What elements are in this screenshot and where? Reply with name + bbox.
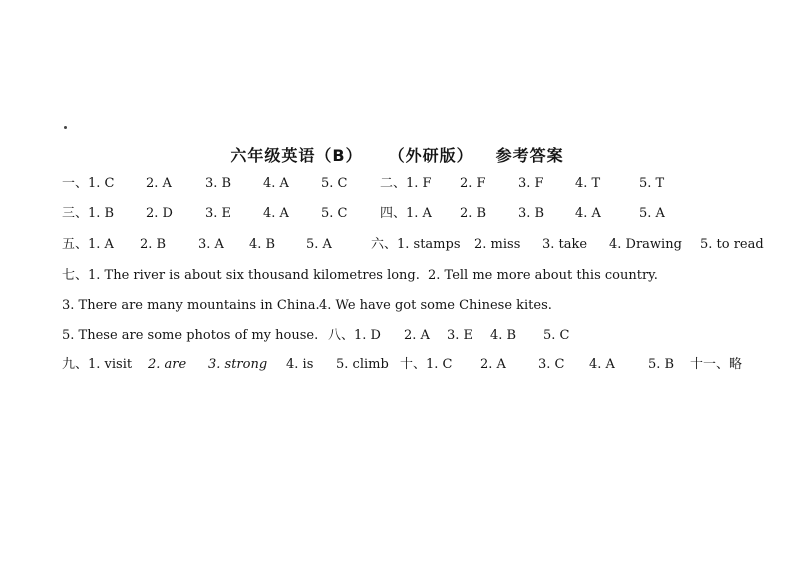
answer-item: 3. C xyxy=(538,357,565,372)
answer-item: 3. There are many mountains in China. xyxy=(62,298,320,313)
answer-item: 5. T xyxy=(639,176,665,191)
answer-item: 3. strong xyxy=(208,357,268,372)
answer-item: 5. A xyxy=(306,237,332,252)
scan-speck xyxy=(64,126,67,129)
title-edition: （外研版） xyxy=(388,146,474,165)
answer-item: 5. B xyxy=(648,357,675,372)
answer-item: 五、1. A xyxy=(62,237,114,252)
answer-item: 3. F xyxy=(518,176,544,191)
answer-item: 5. A xyxy=(639,206,665,221)
answer-item: 2. B xyxy=(460,206,487,221)
answer-item: 5. to read xyxy=(700,237,764,252)
answer-item: 2. D xyxy=(146,206,173,221)
answer-item: 5. C xyxy=(321,206,348,221)
answer-item: 一、1. C xyxy=(62,176,115,191)
page-title xyxy=(0,143,794,166)
answer-item: 二、1. F xyxy=(380,176,432,191)
answer-item: 八、1. D xyxy=(328,328,381,343)
answer-item: 2. are xyxy=(148,357,187,372)
answer-item: 4. A xyxy=(263,176,289,191)
answer-item: 2. miss xyxy=(474,237,521,252)
answer-item: 七、1. The river is about six thousand kilometres long. xyxy=(62,268,420,283)
answer-item: 2. A xyxy=(404,328,430,343)
answer-item: 3. take xyxy=(542,237,588,252)
answer-item: 4. Drawing xyxy=(609,237,682,252)
answer-item: 3. E xyxy=(205,206,232,221)
title-answers: 参考答案 xyxy=(495,146,564,165)
answer-item: 4. B xyxy=(490,328,517,343)
answer-item: 3. B xyxy=(518,206,545,221)
answer-item: 5. C xyxy=(321,176,348,191)
answer-item: 九、1. visit xyxy=(62,357,133,372)
answer-item: 2. F xyxy=(460,176,486,191)
answer-item: 4. is xyxy=(286,357,314,372)
answer-item: 2. A xyxy=(480,357,506,372)
answer-item: 十一、略 xyxy=(690,357,743,372)
answer-item: 4. A xyxy=(263,206,289,221)
answer-item: 2. Tell me more about this country. xyxy=(428,268,658,283)
answer-item: 3. A xyxy=(198,237,224,252)
answer-item: 4. A xyxy=(575,206,601,221)
title-subject: 六年级英语（B） xyxy=(230,146,363,165)
answer-item: 4. A xyxy=(589,357,615,372)
answer-item: 4. T xyxy=(575,176,601,191)
answer-item: 5. C xyxy=(543,328,570,343)
answer-item: 3. B xyxy=(205,176,232,191)
answer-item: 2. A xyxy=(146,176,172,191)
answer-item: 三、1. B xyxy=(62,206,115,221)
answer-item: 4. We have got some Chinese kites. xyxy=(319,298,552,313)
answer-item: 2. B xyxy=(140,237,167,252)
answer-item: 3. E xyxy=(447,328,474,343)
answer-item: 4. B xyxy=(249,237,276,252)
answer-item: 四、1. A xyxy=(380,206,432,221)
answer-item: 5. These are some photos of my house. xyxy=(62,328,319,343)
answer-item: 六、1. stamps xyxy=(371,237,461,252)
answer-item: 十、1. C xyxy=(400,357,453,372)
answer-item: 5. climb xyxy=(336,357,389,372)
